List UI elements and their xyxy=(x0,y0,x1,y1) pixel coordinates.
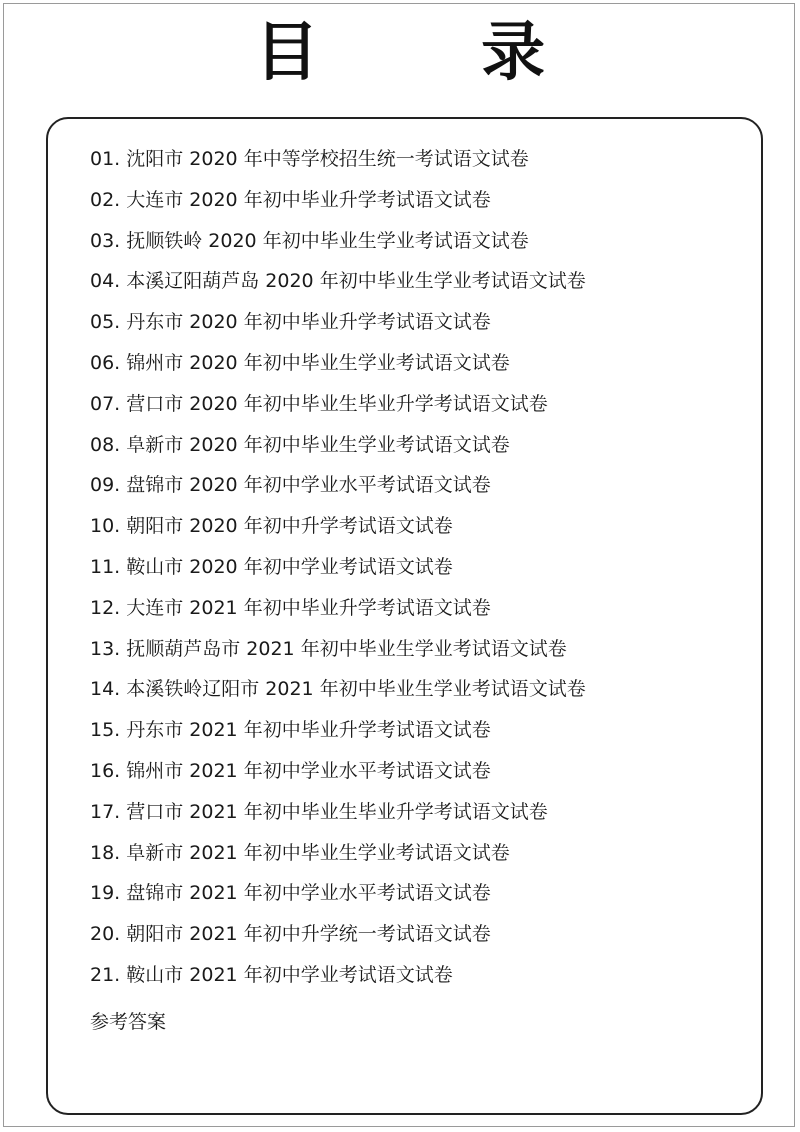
toc-item-17[interactable]: 17. 营口市 2021 年初中毕业生毕业升学考试语文试卷 xyxy=(90,800,548,823)
toc-item-06[interactable]: 06. 锦州市 2020 年初中毕业生学业考试语文试卷 xyxy=(90,351,510,374)
toc-item-16[interactable]: 16. 锦州市 2021 年初中学业水平考试语文试卷 xyxy=(90,759,491,782)
toc-item-14[interactable]: 14. 本溪铁岭辽阳市 2021 年初中毕业生学业考试语文试卷 xyxy=(90,678,586,701)
table-of-contents xyxy=(46,117,763,1115)
toc-item-03[interactable]: 03. 抚顺铁岭 2020 年初中毕业生学业考试语文试卷 xyxy=(90,229,529,252)
toc-item-20[interactable]: 20. 朝阳市 2021 年初中升学统一考试语文试卷 xyxy=(90,923,491,946)
toc-item-13[interactable]: 13. 抚顺葫芦岛市 2021 年初中毕业生学业考试语文试卷 xyxy=(90,637,567,660)
toc-item-08[interactable]: 08. 阜新市 2020 年初中毕业生学业考试语文试卷 xyxy=(90,433,510,456)
toc-item-09[interactable]: 09. 盘锦市 2020 年初中学业水平考试语文试卷 xyxy=(90,474,491,497)
toc-item-answers[interactable]: 参考答案 xyxy=(90,1011,167,1033)
toc-list xyxy=(90,145,586,1002)
toc-item-01[interactable]: 01. 沈阳市 2020 年中等学校招生统一考试语文试卷 xyxy=(90,148,529,170)
toc-item-18[interactable]: 18. 阜新市 2021 年初中毕业生学业考试语文试卷 xyxy=(90,841,510,864)
toc-item-21[interactable]: 21. 鞍山市 2021 年初中学业考试语文试卷 xyxy=(90,963,453,986)
toc-item-07[interactable]: 07. 营口市 2020 年初中毕业生毕业升学考试语文试卷 xyxy=(90,392,548,415)
page-title: 目 录 xyxy=(254,16,616,90)
toc-item-02[interactable]: 02. 大连市 2020 年初中毕业升学考试语文试卷 xyxy=(90,188,491,211)
toc-item-19[interactable]: 19. 盘锦市 2021 年初中学业水平考试语文试卷 xyxy=(90,882,491,905)
toc-item-05[interactable]: 05. 丹东市 2020 年初中毕业升学考试语文试卷 xyxy=(90,311,491,334)
toc-item-11[interactable]: 11. 鞍山市 2020 年初中学业考试语文试卷 xyxy=(90,555,453,578)
toc-item-10[interactable]: 10. 朝阳市 2020 年初中升学考试语文试卷 xyxy=(90,515,453,538)
toc-item-15[interactable]: 15. 丹东市 2021 年初中毕业升学考试语文试卷 xyxy=(90,719,491,742)
toc-item-12[interactable]: 12. 大连市 2021 年初中毕业升学考试语文试卷 xyxy=(90,596,491,619)
toc-item-04[interactable]: 04. 本溪辽阳葫芦岛 2020 年初中毕业生学业考试语文试卷 xyxy=(90,270,586,293)
